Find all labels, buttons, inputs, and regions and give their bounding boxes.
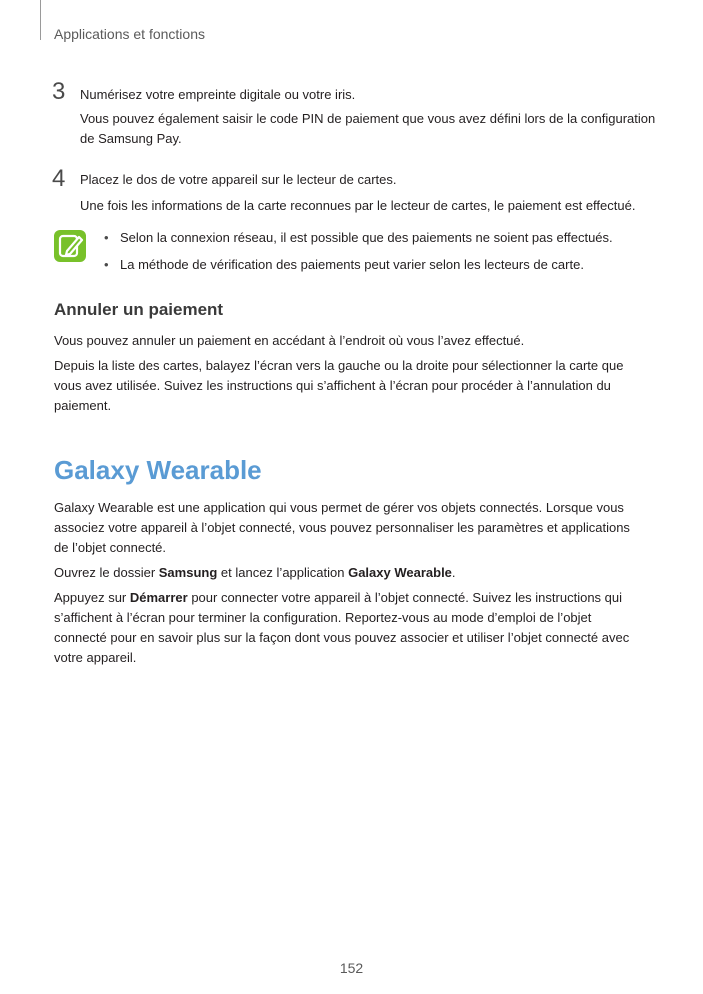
note-item xyxy=(104,229,664,256)
galaxy-wearable-start-instruction xyxy=(54,588,646,668)
open-prefix: Ouvrez le dossier xyxy=(54,565,159,580)
step-3-detail: Vous pouvez également saisir le code PIN de paiement que vous avez défini lors de la configuration de Samsung Pay. xyxy=(80,111,656,146)
step-3-text: Numérisez votre empreinte digitale ou votre iris. xyxy=(80,87,356,102)
start-prefix: Appuyez sur xyxy=(54,590,130,605)
page-number: 152 xyxy=(339,960,364,976)
pencil-icon xyxy=(54,230,86,262)
step-number-3: 3 xyxy=(52,78,66,105)
cancel-paragraph-1: Vous pouvez annuler un paiement en accédant à l’endroit où vous l’avez effectué. xyxy=(54,333,525,348)
open-suffix: . xyxy=(451,565,456,580)
note-list xyxy=(104,229,664,283)
galaxy-wearable-app-label: Galaxy Wearable xyxy=(348,565,452,580)
note-item-text: Selon la connexion réseau, il est possible que des paiements ne soient pas effectués. xyxy=(120,230,613,245)
bullet: • xyxy=(104,230,109,245)
samsung-folder-label: Samsung xyxy=(158,565,218,580)
page-title-galaxy-wearable: Galaxy Wearable xyxy=(54,455,262,485)
step-4-detail: Une fois les informations de la carte reconnues par le lecteur de cartes, le paiement est effectué. xyxy=(80,198,636,213)
header-title: Applications et fonctions xyxy=(54,26,205,42)
open-middle: et lancez l’application xyxy=(217,565,349,580)
cancel-paragraph-2: Depuis la liste des cartes, balayez l’écran vers la gauche ou la droite pour sélectionner la carte que vous avez utilisée. Suivez les instructions qui s’affichent à l’écran pour procéder à l’annulation du paiement. xyxy=(54,358,624,413)
start-button-label: Démarrer xyxy=(129,590,188,605)
galaxy-wearable-open-instruction xyxy=(54,563,646,583)
step-number-4: 4 xyxy=(52,165,66,192)
note-item xyxy=(104,256,664,283)
galaxy-wearable-intro: Galaxy Wearable est une application qui vous permet de gérer vos objets connectés. Lorsque vous associez votre appareil à l’objet connecté, vous pouvez personnaliser les paramètres et applications de l’objet connecté. xyxy=(54,500,630,555)
section-title-cancel: Annuler un paiement xyxy=(54,300,224,319)
note-pencil-icon xyxy=(54,230,86,262)
start-suffix: pour connecter votre appareil à l’objet connecté. Suivez les instructions qui s’affichent à l’écran pour terminer la configuration. Reportez-vous au mode d’emploi de l’objet connecté pour en savoir plus sur la façon dont vous pouvez associer et utiliser l’objet connecté avec votre appareil. xyxy=(54,590,630,665)
note-item-text: La méthode de vérification des paiements peut varier selon les lecteurs de carte. xyxy=(120,257,584,272)
step-4-text: Placez le dos de votre appareil sur le lecteur de cartes. xyxy=(80,172,397,187)
bullet: • xyxy=(104,257,109,272)
header-rule xyxy=(40,0,41,40)
